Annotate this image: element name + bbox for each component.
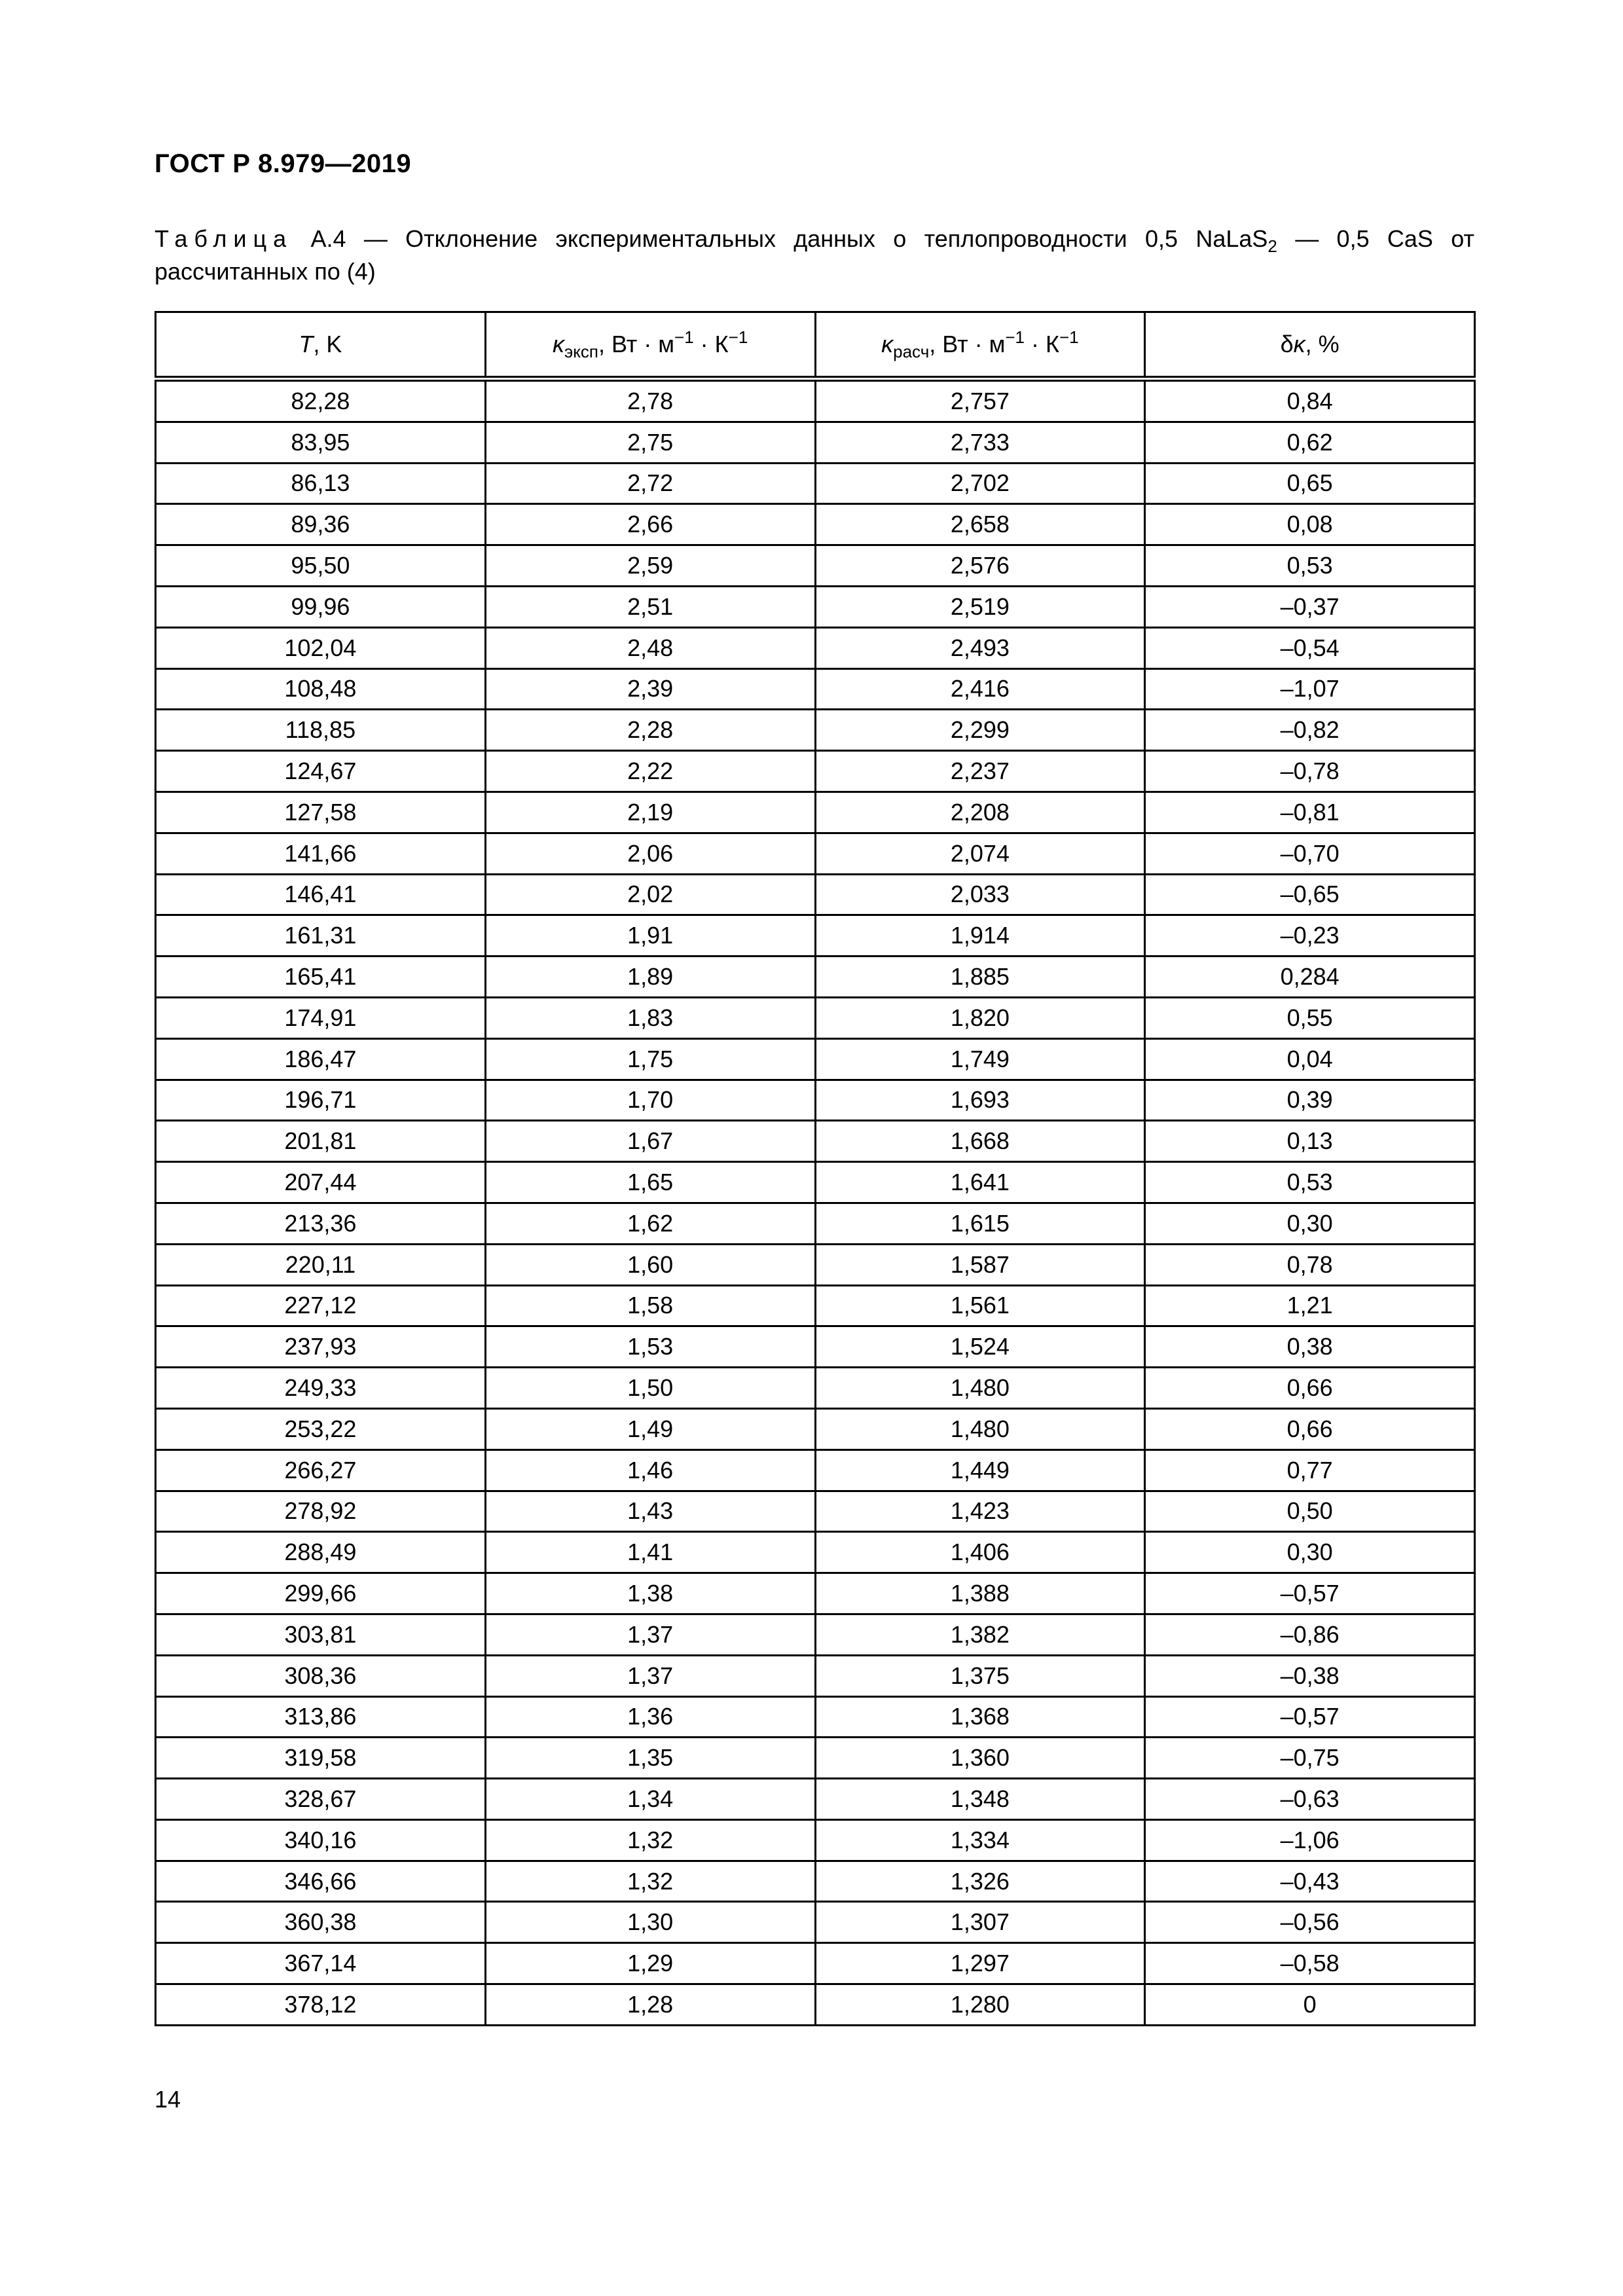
cell-deviation: 0,62 (1145, 422, 1475, 463)
cell-k-exp: 2,19 (485, 792, 815, 833)
table-row (156, 1573, 1475, 1614)
cell-temperature: 319,58 (156, 1738, 486, 1779)
cell-temperature: 237,93 (156, 1326, 486, 1368)
cell-k-exp: 2,72 (485, 463, 815, 504)
cell-k-calc: 2,074 (815, 833, 1145, 874)
cell-temperature: 299,66 (156, 1573, 486, 1614)
cell-temperature: 278,92 (156, 1491, 486, 1532)
cell-k-calc: 1,587 (815, 1244, 1145, 1285)
table-row (156, 997, 1475, 1038)
cell-deviation: –0,86 (1145, 1614, 1475, 1655)
table-row (156, 1449, 1475, 1491)
cell-deviation: 0,78 (1145, 1244, 1475, 1285)
cell-k-exp: 2,75 (485, 422, 815, 463)
cell-deviation: –0,63 (1145, 1779, 1475, 1820)
cell-k-calc: 2,576 (815, 545, 1145, 587)
cell-k-calc: 1,693 (815, 1080, 1145, 1121)
table-row (156, 1326, 1475, 1368)
cell-k-exp: 1,70 (485, 1080, 815, 1121)
cell-deviation: 0,50 (1145, 1491, 1475, 1532)
cell-k-exp: 1,65 (485, 1162, 815, 1203)
cell-k-exp: 1,43 (485, 1491, 815, 1532)
cell-k-calc: 1,615 (815, 1203, 1145, 1244)
header-k-exp: $\kappa_{эксп}$, Вт · $м^{-1} \cdot К^{-1}$ (485, 312, 815, 379)
cell-temperature: 340,16 (156, 1819, 486, 1861)
cell-k-calc: 1,668 (815, 1121, 1145, 1162)
table-row (156, 792, 1475, 833)
cell-k-exp: 1,83 (485, 997, 815, 1038)
cell-deviation: –0,70 (1145, 833, 1475, 874)
cell-deviation: –0,82 (1145, 710, 1475, 751)
cell-k-exp: 1,30 (485, 1902, 815, 1943)
cell-k-exp: 2,59 (485, 545, 815, 587)
caption-text-end: — 0,5 CaS от рассчитанных по (4) (155, 225, 1474, 285)
cell-k-exp: 2,22 (485, 751, 815, 792)
table-row (156, 957, 1475, 998)
cell-deviation: 0,30 (1145, 1203, 1475, 1244)
cell-temperature: 83,95 (156, 422, 486, 463)
cell-temperature: 99,96 (156, 586, 486, 627)
cell-temperature: 266,27 (156, 1449, 486, 1491)
header-k-calc: $\kappa_{расч}$, Вт · $м^{-1} \cdot К^{-1}$ (815, 312, 1145, 379)
cell-deviation: –0,38 (1145, 1655, 1475, 1696)
cell-k-calc: 2,757 (815, 379, 1145, 422)
table-row (156, 1819, 1475, 1861)
cell-k-exp: 1,37 (485, 1655, 815, 1696)
cell-k-exp: 1,53 (485, 1326, 815, 1368)
cell-temperature: 220,11 (156, 1244, 486, 1285)
table-row (156, 1902, 1475, 1943)
cell-k-exp: 2,06 (485, 833, 815, 874)
cell-k-exp: 2,48 (485, 627, 815, 668)
cell-k-calc: 2,493 (815, 627, 1145, 668)
cell-k-exp: 1,34 (485, 1779, 815, 1820)
cell-deviation: 0,38 (1145, 1326, 1475, 1368)
cell-k-calc: 1,326 (815, 1861, 1145, 1902)
cell-temperature: 186,47 (156, 1038, 486, 1080)
cell-k-exp: 2,51 (485, 586, 815, 627)
cell-temperature: 124,67 (156, 751, 486, 792)
cell-deviation: –0,56 (1145, 1902, 1475, 1943)
table-row (156, 1244, 1475, 1285)
cell-deviation: 1,21 (1145, 1285, 1475, 1326)
cell-deviation: –1,07 (1145, 668, 1475, 710)
table-row (156, 1080, 1475, 1121)
cell-temperature: 146,41 (156, 874, 486, 915)
cell-k-exp: 1,60 (485, 1244, 815, 1285)
cell-k-calc: 2,658 (815, 504, 1145, 545)
cell-temperature: 196,71 (156, 1080, 486, 1121)
cell-k-calc: 2,702 (815, 463, 1145, 504)
cell-temperature: 313,86 (156, 1696, 486, 1738)
cell-k-exp: 1,58 (485, 1285, 815, 1326)
cell-temperature: 227,12 (156, 1285, 486, 1326)
table-row (156, 1532, 1475, 1573)
cell-k-exp: 1,41 (485, 1532, 815, 1573)
cell-deviation: 0,77 (1145, 1449, 1475, 1491)
cell-k-calc: 2,208 (815, 792, 1145, 833)
cell-k-exp: 1,62 (485, 1203, 815, 1244)
cell-temperature: 127,58 (156, 792, 486, 833)
table-row (156, 1408, 1475, 1449)
cell-k-exp: 2,28 (485, 710, 815, 751)
cell-temperature: 360,38 (156, 1902, 486, 1943)
cell-k-calc: 1,297 (815, 1943, 1145, 1984)
cell-k-calc: 1,406 (815, 1532, 1145, 1573)
table-row (156, 1368, 1475, 1409)
cell-deviation: 0,66 (1145, 1408, 1475, 1449)
cell-k-calc: 1,885 (815, 957, 1145, 998)
cell-k-exp: 1,75 (485, 1038, 815, 1080)
table-row (156, 627, 1475, 668)
table-row (156, 586, 1475, 627)
header-deviation: δκ, % (1145, 312, 1475, 379)
cell-deviation: –0,37 (1145, 586, 1475, 627)
table-row (156, 1696, 1475, 1738)
cell-k-exp: 1,37 (485, 1614, 815, 1655)
cell-k-exp: 2,39 (485, 668, 815, 710)
cell-deviation: 0,84 (1145, 379, 1475, 422)
data-table (155, 311, 1476, 2026)
cell-k-calc: 2,519 (815, 586, 1145, 627)
table-row (156, 915, 1475, 957)
cell-temperature: 108,48 (156, 668, 486, 710)
table-caption (155, 223, 1474, 288)
table-row (156, 379, 1475, 422)
table-row (156, 1038, 1475, 1080)
table-row (156, 710, 1475, 751)
cell-k-calc: 1,749 (815, 1038, 1145, 1080)
cell-k-exp: 1,28 (485, 1984, 815, 2026)
table-row (156, 422, 1475, 463)
cell-deviation: 0,53 (1145, 1162, 1475, 1203)
cell-deviation: –1,06 (1145, 1819, 1475, 1861)
table-row (156, 1203, 1475, 1244)
table-row (156, 1738, 1475, 1779)
cell-k-exp: 1,91 (485, 915, 815, 957)
table-row (156, 1491, 1475, 1532)
cell-temperature: 207,44 (156, 1162, 486, 1203)
cell-k-exp: 1,67 (485, 1121, 815, 1162)
table-row (156, 668, 1475, 710)
cell-deviation: –0,78 (1145, 751, 1475, 792)
cell-k-calc: 1,280 (815, 1984, 1145, 2026)
table-header-row (156, 312, 1475, 379)
cell-deviation: 0,65 (1145, 463, 1475, 504)
table-row (156, 1943, 1475, 1984)
table-row (156, 1984, 1475, 2026)
cell-deviation: –0,75 (1145, 1738, 1475, 1779)
cell-deviation: –0,43 (1145, 1861, 1475, 1902)
cell-k-exp: 1,38 (485, 1573, 815, 1614)
table-row (156, 1861, 1475, 1902)
table-body (156, 379, 1475, 2026)
cell-k-calc: 2,237 (815, 751, 1145, 792)
cell-k-calc: 1,423 (815, 1491, 1145, 1532)
cell-k-calc: 2,033 (815, 874, 1145, 915)
cell-temperature: 303,81 (156, 1614, 486, 1655)
cell-k-calc: 1,368 (815, 1696, 1145, 1738)
cell-k-exp: 1,29 (485, 1943, 815, 1984)
cell-deviation: 0,55 (1145, 997, 1475, 1038)
cell-temperature: 213,36 (156, 1203, 486, 1244)
caption-label: Таблица (155, 225, 293, 252)
cell-k-calc: 1,480 (815, 1408, 1145, 1449)
cell-deviation: 0,08 (1145, 504, 1475, 545)
table-row (156, 1162, 1475, 1203)
cell-k-calc: 1,375 (815, 1655, 1145, 1696)
cell-deviation: –0,57 (1145, 1573, 1475, 1614)
cell-temperature: 141,66 (156, 833, 486, 874)
cell-temperature: 253,22 (156, 1408, 486, 1449)
cell-k-calc: 1,820 (815, 997, 1145, 1038)
cell-k-exp: 1,32 (485, 1861, 815, 1902)
table-row (156, 1285, 1475, 1326)
cell-k-exp: 1,32 (485, 1819, 815, 1861)
cell-deviation: –0,54 (1145, 627, 1475, 668)
cell-k-exp: 2,78 (485, 379, 815, 422)
cell-deviation: –0,23 (1145, 915, 1475, 957)
cell-k-calc: 1,561 (815, 1285, 1145, 1326)
table-row (156, 1121, 1475, 1162)
document-code: ГОСТ Р 8.979—2019 (155, 149, 412, 178)
table-row (156, 1614, 1475, 1655)
cell-deviation: 0 (1145, 1984, 1475, 2026)
caption-number: А.4 (310, 225, 346, 252)
cell-deviation: 0,39 (1145, 1080, 1475, 1121)
table-row (156, 874, 1475, 915)
cell-k-calc: 1,334 (815, 1819, 1145, 1861)
cell-temperature: 95,50 (156, 545, 486, 587)
cell-k-calc: 1,360 (815, 1738, 1145, 1779)
cell-deviation: 0,53 (1145, 545, 1475, 587)
page-number: 14 (155, 2086, 181, 2113)
cell-k-exp: 1,35 (485, 1738, 815, 1779)
cell-deviation: –0,57 (1145, 1696, 1475, 1738)
cell-k-exp: 1,36 (485, 1696, 815, 1738)
cell-k-exp: 2,66 (485, 504, 815, 545)
cell-temperature: 346,66 (156, 1861, 486, 1902)
caption-text: — Отклонение экспериментальных данных о теплопроводности 0,5 NaLaS (346, 225, 1268, 252)
cell-k-calc: 1,382 (815, 1614, 1145, 1655)
cell-k-calc: 1,348 (815, 1779, 1145, 1820)
cell-temperature: 308,36 (156, 1655, 486, 1696)
cell-k-calc: 1,480 (815, 1368, 1145, 1409)
cell-temperature: 328,67 (156, 1779, 486, 1820)
cell-temperature: 82,28 (156, 379, 486, 422)
cell-k-exp: 1,46 (485, 1449, 815, 1491)
cell-k-calc: 1,449 (815, 1449, 1145, 1491)
cell-k-calc: 1,524 (815, 1326, 1145, 1368)
cell-deviation: 0,30 (1145, 1532, 1475, 1573)
cell-temperature: 249,33 (156, 1368, 486, 1409)
cell-deviation: 0,13 (1145, 1121, 1475, 1162)
caption-subscript: 2 (1267, 236, 1277, 256)
cell-temperature: 201,81 (156, 1121, 486, 1162)
cell-deviation: –0,81 (1145, 792, 1475, 833)
cell-k-calc: 1,914 (815, 915, 1145, 957)
cell-k-exp: 2,02 (485, 874, 815, 915)
cell-k-exp: 1,50 (485, 1368, 815, 1409)
cell-k-calc: 2,733 (815, 422, 1145, 463)
cell-k-exp: 1,49 (485, 1408, 815, 1449)
table-row (156, 1655, 1475, 1696)
cell-temperature: 86,13 (156, 463, 486, 504)
cell-k-calc: 1,641 (815, 1162, 1145, 1203)
cell-k-calc: 2,416 (815, 668, 1145, 710)
cell-deviation: 0,66 (1145, 1368, 1475, 1409)
table-row (156, 833, 1475, 874)
header-temperature: T, K (156, 312, 486, 379)
cell-deviation: –0,58 (1145, 1943, 1475, 1984)
cell-temperature: 118,85 (156, 710, 486, 751)
cell-temperature: 165,41 (156, 957, 486, 998)
table-row (156, 751, 1475, 792)
cell-temperature: 367,14 (156, 1943, 486, 1984)
cell-temperature: 378,12 (156, 1984, 486, 2026)
cell-temperature: 288,49 (156, 1532, 486, 1573)
cell-deviation: –0,65 (1145, 874, 1475, 915)
cell-k-calc: 1,307 (815, 1902, 1145, 1943)
cell-k-calc: 2,299 (815, 710, 1145, 751)
cell-temperature: 161,31 (156, 915, 486, 957)
table-row (156, 463, 1475, 504)
cell-k-exp: 1,89 (485, 957, 815, 998)
cell-deviation: 0,284 (1145, 957, 1475, 998)
table-row (156, 504, 1475, 545)
cell-k-calc: 1,388 (815, 1573, 1145, 1614)
cell-temperature: 174,91 (156, 997, 486, 1038)
table-row (156, 1779, 1475, 1820)
table-row (156, 545, 1475, 587)
cell-temperature: 102,04 (156, 627, 486, 668)
cell-temperature: 89,36 (156, 504, 486, 545)
cell-deviation: 0,04 (1145, 1038, 1475, 1080)
